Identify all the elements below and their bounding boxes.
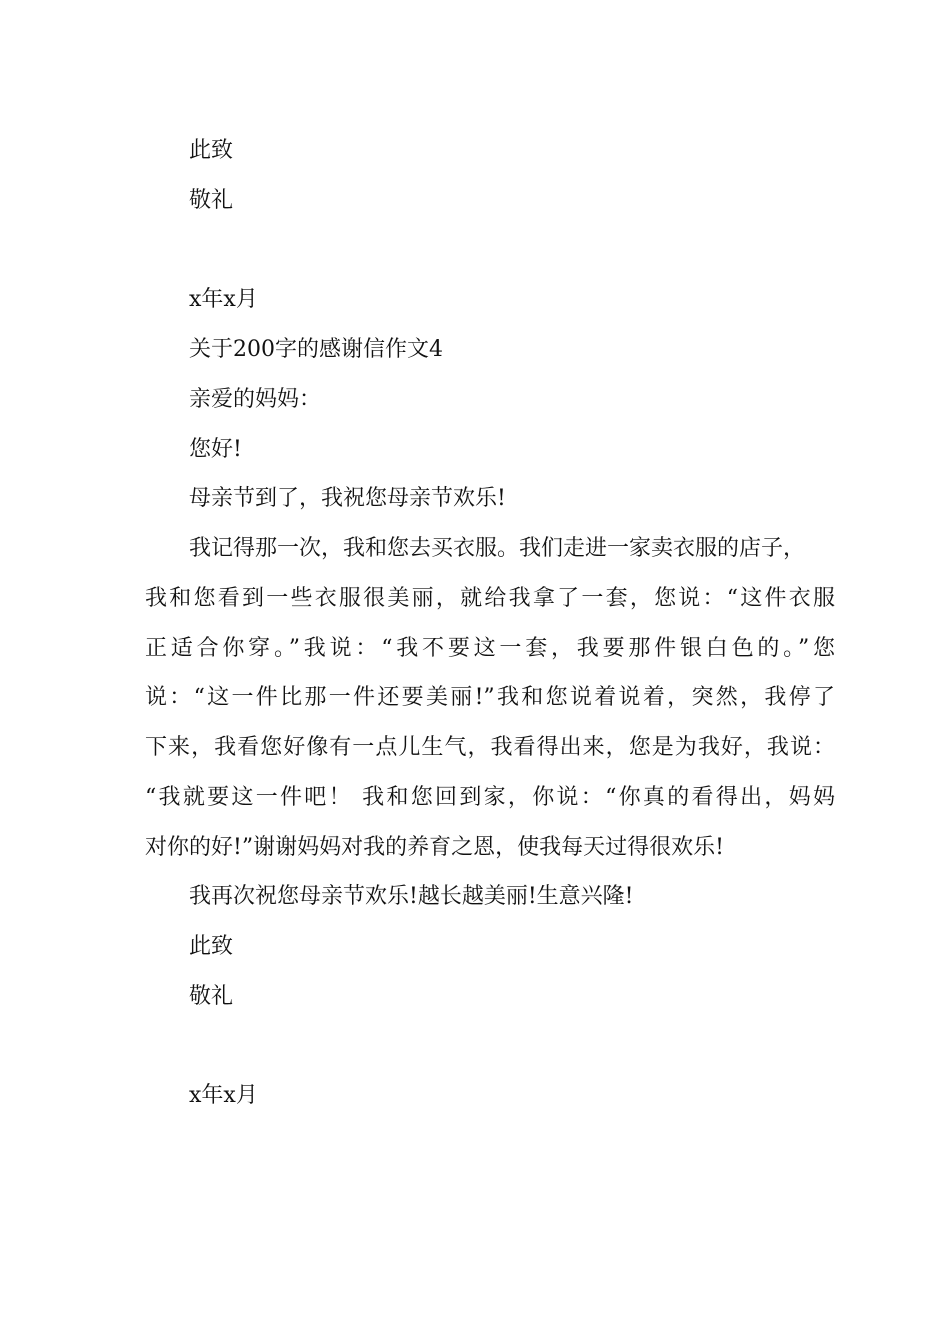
closing-regards: 敬礼 <box>189 984 234 1009</box>
letter-greeting: 亲爱的妈妈： <box>189 387 322 412</box>
body-line: 正适合你穿。”我说：“我不要这一套，我要那件银白色的。”您 <box>145 636 835 661</box>
closing-regards: 敬礼 <box>189 188 234 213</box>
closing-salutation: 此致 <box>189 934 234 959</box>
body-line: “我就要这一件吧！ 我和您回到家，你说：“你真的看得出，妈妈 <box>145 785 835 810</box>
body-line: 我记得那一次，我和您去买衣服。我们走进一家卖衣服的店子， <box>189 536 806 561</box>
body-line: 对你的好!”谢谢妈妈对我的养育之恩，使我每天过得很欢乐! <box>145 835 724 860</box>
body-line: 说：“这一件比那一件还要美丽!”我和您说着说着，突然，我停了 <box>145 685 835 710</box>
letter-hello: 您好! <box>189 437 242 462</box>
body-line: 下来，我看您好像有一点儿生气，我看得出来，您是为我好，我说： <box>145 735 835 760</box>
letter-date: x年x月 <box>189 287 258 312</box>
letter-wish: 母亲节到了，我祝您母亲节欢乐! <box>189 486 506 511</box>
closing-salutation: 此致 <box>189 138 234 163</box>
body-line: 我和您看到一些衣服很美丽，就给我拿了一套，您说：“这件衣服 <box>145 586 835 611</box>
letter-date: x年x月 <box>189 1083 258 1108</box>
essay-title: 关于200字的感谢信作文4 <box>189 337 443 362</box>
closing-wish: 我再次祝您母亲节欢乐!越长越美丽!生意兴隆! <box>189 884 634 909</box>
